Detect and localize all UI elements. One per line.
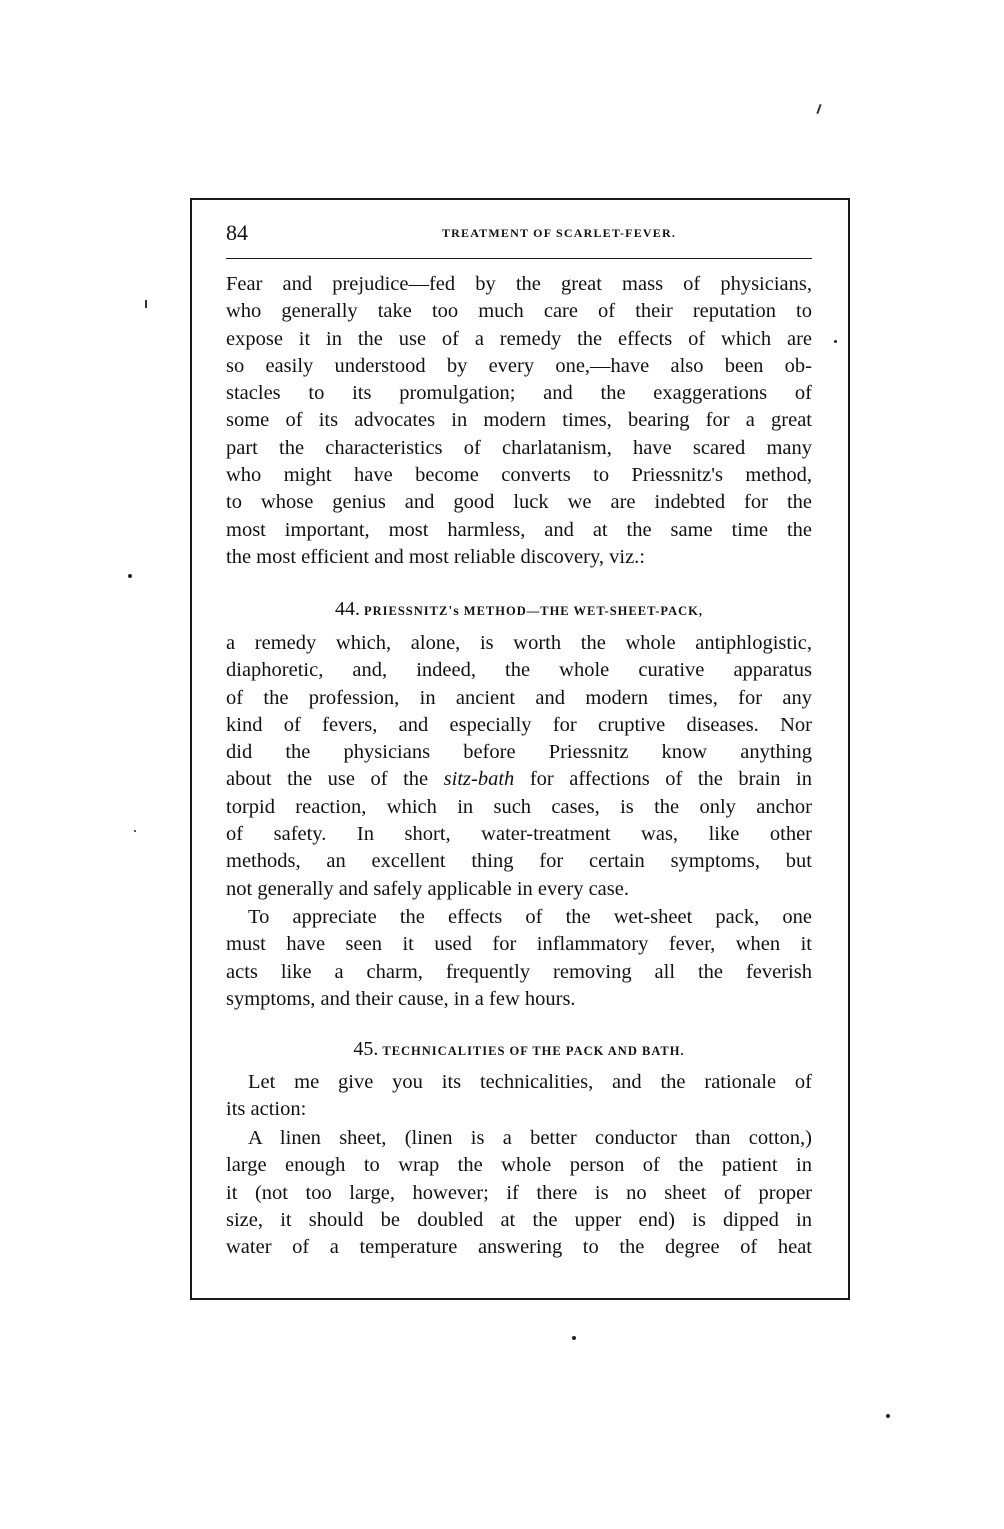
text-line: stacles to its promulgation; and the exaggerations of [226,382,812,405]
text-line: expose it in the use of a remedy the effects of which are [226,327,812,350]
text-line: part the characteristics of charlatanism, have scared many [226,436,812,459]
scan-speck [134,830,136,832]
text-line: of safety. In short, water-treatment was, like other [226,823,812,846]
section-number: 45. [353,1038,379,1060]
text-run: for affections of the brain in [514,768,812,791]
text-line: large enough to wrap the whole person of the patient in [226,1154,812,1177]
text-line: A linen sheet, (linen is a better conductor than cotton,) [248,1127,812,1149]
section-title-part: 's [448,604,460,619]
paragraph-2 [226,630,812,903]
text-line: kind of fevers, and especially for cruptive diseases. Nor [226,713,812,736]
running-head [226,220,812,250]
scan-speck [128,574,132,578]
section-heading-45 [226,1034,812,1064]
scan-speck [816,104,821,114]
text-line: did the physicians before Priessnitz know anything [226,741,812,764]
text-line: so easily understood by every one,—have also been ob- [226,354,812,377]
paragraph-1 [226,271,812,571]
text-line: some of its advocates in modern times, bearing for a great [226,409,812,432]
text-line: methods, an excellent thing for certain symptoms, but [226,850,812,873]
text-line: torpid reaction, which in such cases, is the only anchor [226,795,812,818]
text-line: must have seen it used for inflammatory fever, when it [226,933,812,956]
paragraph-5 [226,1125,812,1261]
text-run: about the use of the [226,768,444,791]
paragraph-3 [226,904,812,1013]
text-line: the most efficient and most reliable discovery, viz.: [226,545,645,568]
text-line: its action: [226,1098,307,1121]
text-line: diaphoretic, and, indeed, the whole curative apparatus [226,659,812,682]
text-line: who generally take too much care of their reputation to [226,300,812,323]
text-line: a remedy which, alone, is worth the whole antiphlogistic, [226,632,812,654]
text-line: acts like a charm, frequently removing all the feverish [226,960,812,983]
italic-term: sitz-bath [443,768,515,791]
text-line: Let me give you its technicalities, and the rationale of [248,1071,812,1093]
scan-speck [572,1336,576,1340]
paragraph-4 [226,1069,812,1124]
text-line: symptoms, and their cause, in a few hours. [226,987,576,1010]
section-heading-44 [226,594,812,624]
section-title [364,604,703,618]
scan-speck [834,340,837,343]
text-line: most important, most harmless, and at the same time the [226,518,812,541]
section-title-part: PRIESSNITZ [363,604,449,618]
text-line: not generally and safely applicable in every case. [226,877,629,900]
text-line: of the profession, in ancient and modern times, for any [226,686,812,709]
scan-speck [145,300,147,308]
page-number: 84 [226,220,248,245]
section-title: TECHNICALITIES OF THE PACK AND BATH. [382,1044,685,1058]
text-line: water of a temperature answering to the degree of heat [226,1236,812,1259]
text-line: To appreciate the effects of the wet-sheet pack, one [248,906,812,928]
section-number: 44. [334,598,360,620]
header-rule [226,258,812,259]
text-line: to whose genius and good luck we are indebted for the [226,491,812,514]
text-line-mixed [226,766,812,793]
text-line: Fear and prejudice—fed by the great mass of physicians, [226,273,812,295]
text-line: who might have become converts to Priessnitz's method, [226,464,812,487]
section-title-part: METHOD—THE WET-SHEET-PACK, [459,604,704,618]
text-line: size, it should be doubled at the upper end) is dipped in [226,1208,812,1231]
running-title: TREATMENT OF SCARLET-FEVER. [441,226,677,240]
text-line: it (not too large, however; if there is no sheet of proper [226,1181,812,1204]
scan-speck [886,1414,890,1418]
